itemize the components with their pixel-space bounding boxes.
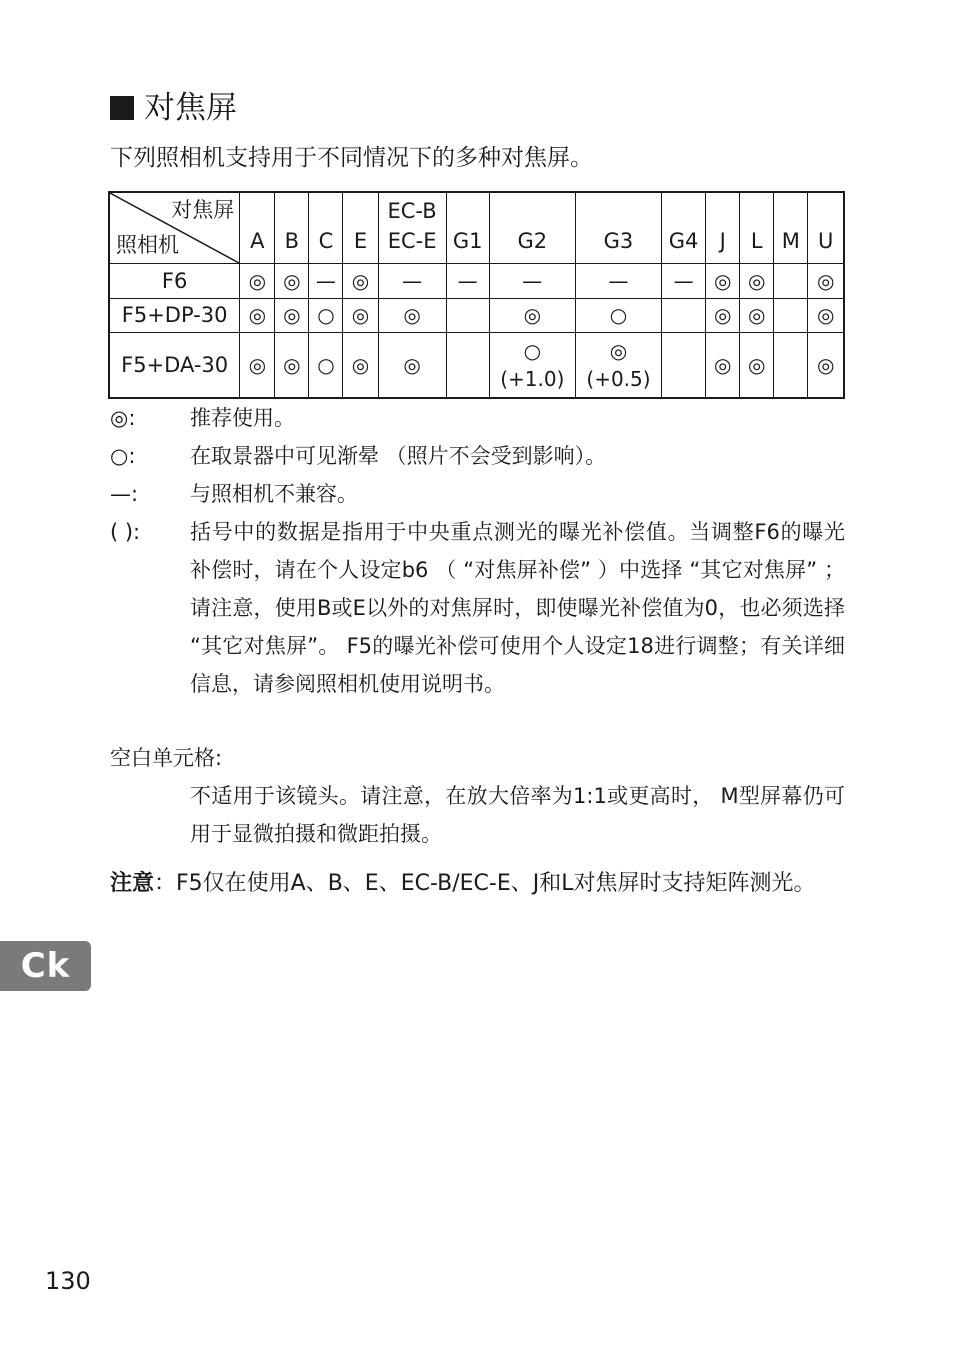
- column-header: G2: [489, 192, 575, 263]
- table-row: [109, 263, 844, 298]
- column-header: G1: [446, 192, 489, 263]
- compatibility-cell: ◎: [706, 332, 740, 398]
- legend-text-parentheses: 括号中的数据是指用于中央重点测光的曝光补偿值。当调整F6的曝光补偿时，请在个人设定b6 （ “对焦屏补偿” ）中选择 “其它对焦屏” ；请注意，使用B或E以外的对焦屏时，即使曝光补偿值为0，也必须选择 “其它对焦屏”。 F5的曝光补偿可使用个人设定18进行调整；有关详细信息，请参阅照相机使用说明书。: [190, 520, 845, 696]
- legend-text: 推荐使用。: [190, 406, 295, 430]
- compatibility-cell: [662, 298, 706, 332]
- table-row: [109, 298, 844, 332]
- compatibility-table: [108, 191, 845, 399]
- note-paragraph: [110, 867, 845, 901]
- section-heading: [110, 86, 237, 130]
- table-header-row: [109, 192, 844, 263]
- corner-label-screens: 对焦屏: [171, 198, 235, 222]
- square-bullet-icon: [110, 96, 134, 120]
- compatibility-cell: ◎: [808, 298, 844, 332]
- table-row: [109, 332, 844, 398]
- compatibility-cell: [774, 263, 808, 298]
- camera-name-cell: F5+DA-30: [109, 332, 240, 398]
- compatibility-cell: ○: [575, 298, 661, 332]
- column-header: U: [808, 192, 844, 263]
- compatibility-cell: ◎: [240, 332, 275, 398]
- compatibility-cell: [662, 332, 706, 398]
- compatibility-cell: ◎: [343, 298, 378, 332]
- column-header: J: [706, 192, 740, 263]
- compatibility-cell: ◎: [378, 332, 446, 398]
- compatibility-cell: —: [446, 263, 489, 298]
- legend-text: 在取景器中可见渐晕 （照片不会受到影响）。: [190, 444, 607, 468]
- section-title: 对焦屏: [144, 90, 237, 126]
- compatibility-cell: [774, 332, 808, 398]
- language-tab: Ck: [0, 941, 91, 991]
- column-header: L: [740, 192, 774, 263]
- compatibility-cell: ○: [309, 332, 343, 398]
- column-header: M: [774, 192, 808, 263]
- column-header: G3: [575, 192, 661, 263]
- legend-text: 与照相机不兼容。: [190, 482, 358, 506]
- compatibility-cell: —: [309, 263, 343, 298]
- compatibility-cell: [774, 298, 808, 332]
- compatibility-cell: ◎: [275, 298, 309, 332]
- intro-text: 下列照相机支持用于不同情况下的多种对焦屏。: [110, 145, 593, 171]
- compatibility-cell: ◎: [808, 263, 844, 298]
- compatibility-cell: ◎: [706, 263, 740, 298]
- compatibility-cell: ◎: [740, 332, 774, 398]
- compatibility-cell: ○: [309, 298, 343, 332]
- compatibility-cell: ◎: [240, 263, 275, 298]
- legend-text-blank: 不适用于该镜头。请注意，在放大倍率为1:1或更高时， M型屏幕仍可用于显微拍摄和微距拍摄。: [190, 784, 845, 846]
- compatibility-cell: ◎: [343, 332, 378, 398]
- table-corner-cell: [109, 192, 240, 263]
- compatibility-cell: ◎: [489, 298, 575, 332]
- note-text: ：F5仅在使用A、B、E、EC-B/EC-E、J和L对焦屏时支持矩阵测光。: [154, 871, 816, 896]
- compatibility-cell: [446, 332, 489, 398]
- camera-name-cell: F5+DP-30: [109, 298, 240, 332]
- note-label: 注意: [110, 871, 155, 896]
- compatibility-cell: ◎: [378, 298, 446, 332]
- column-header: E: [343, 192, 378, 263]
- compatibility-cell: ◎: [740, 263, 774, 298]
- compatibility-cell: ○ (+1.0): [489, 332, 575, 398]
- compatibility-cell: ◎: [343, 263, 378, 298]
- column-header: G4: [662, 192, 706, 263]
- compatibility-cell: ◎ (+0.5): [575, 332, 661, 398]
- column-header: C: [309, 192, 343, 263]
- compatibility-cell: ◎: [706, 298, 740, 332]
- corner-label-cameras: 照相机: [116, 232, 179, 257]
- column-header: EC-B EC-E: [378, 192, 446, 263]
- compatibility-cell: ◎: [240, 298, 275, 332]
- compatibility-cell: —: [378, 263, 446, 298]
- compatibility-cell: ◎: [740, 298, 774, 332]
- compatibility-cell: —: [489, 263, 575, 298]
- legend-key: —:: [110, 482, 139, 506]
- legend-key-parentheses: ( ):: [110, 520, 141, 544]
- legend-key-blank: 空白单元格:: [110, 746, 223, 770]
- column-header: A: [240, 192, 275, 263]
- compatibility-cell: —: [662, 263, 706, 298]
- compatibility-cell: ◎: [275, 263, 309, 298]
- camera-name-cell: F6: [109, 263, 240, 298]
- legend-key: ◎:: [110, 406, 136, 430]
- page-number: 130: [45, 1267, 91, 1295]
- legend-key: ○:: [110, 444, 136, 468]
- column-header: B: [275, 192, 309, 263]
- compatibility-cell: —: [575, 263, 661, 298]
- compatibility-cell: ◎: [275, 332, 309, 398]
- compatibility-cell: [446, 298, 489, 332]
- compatibility-cell: ◎: [808, 332, 844, 398]
